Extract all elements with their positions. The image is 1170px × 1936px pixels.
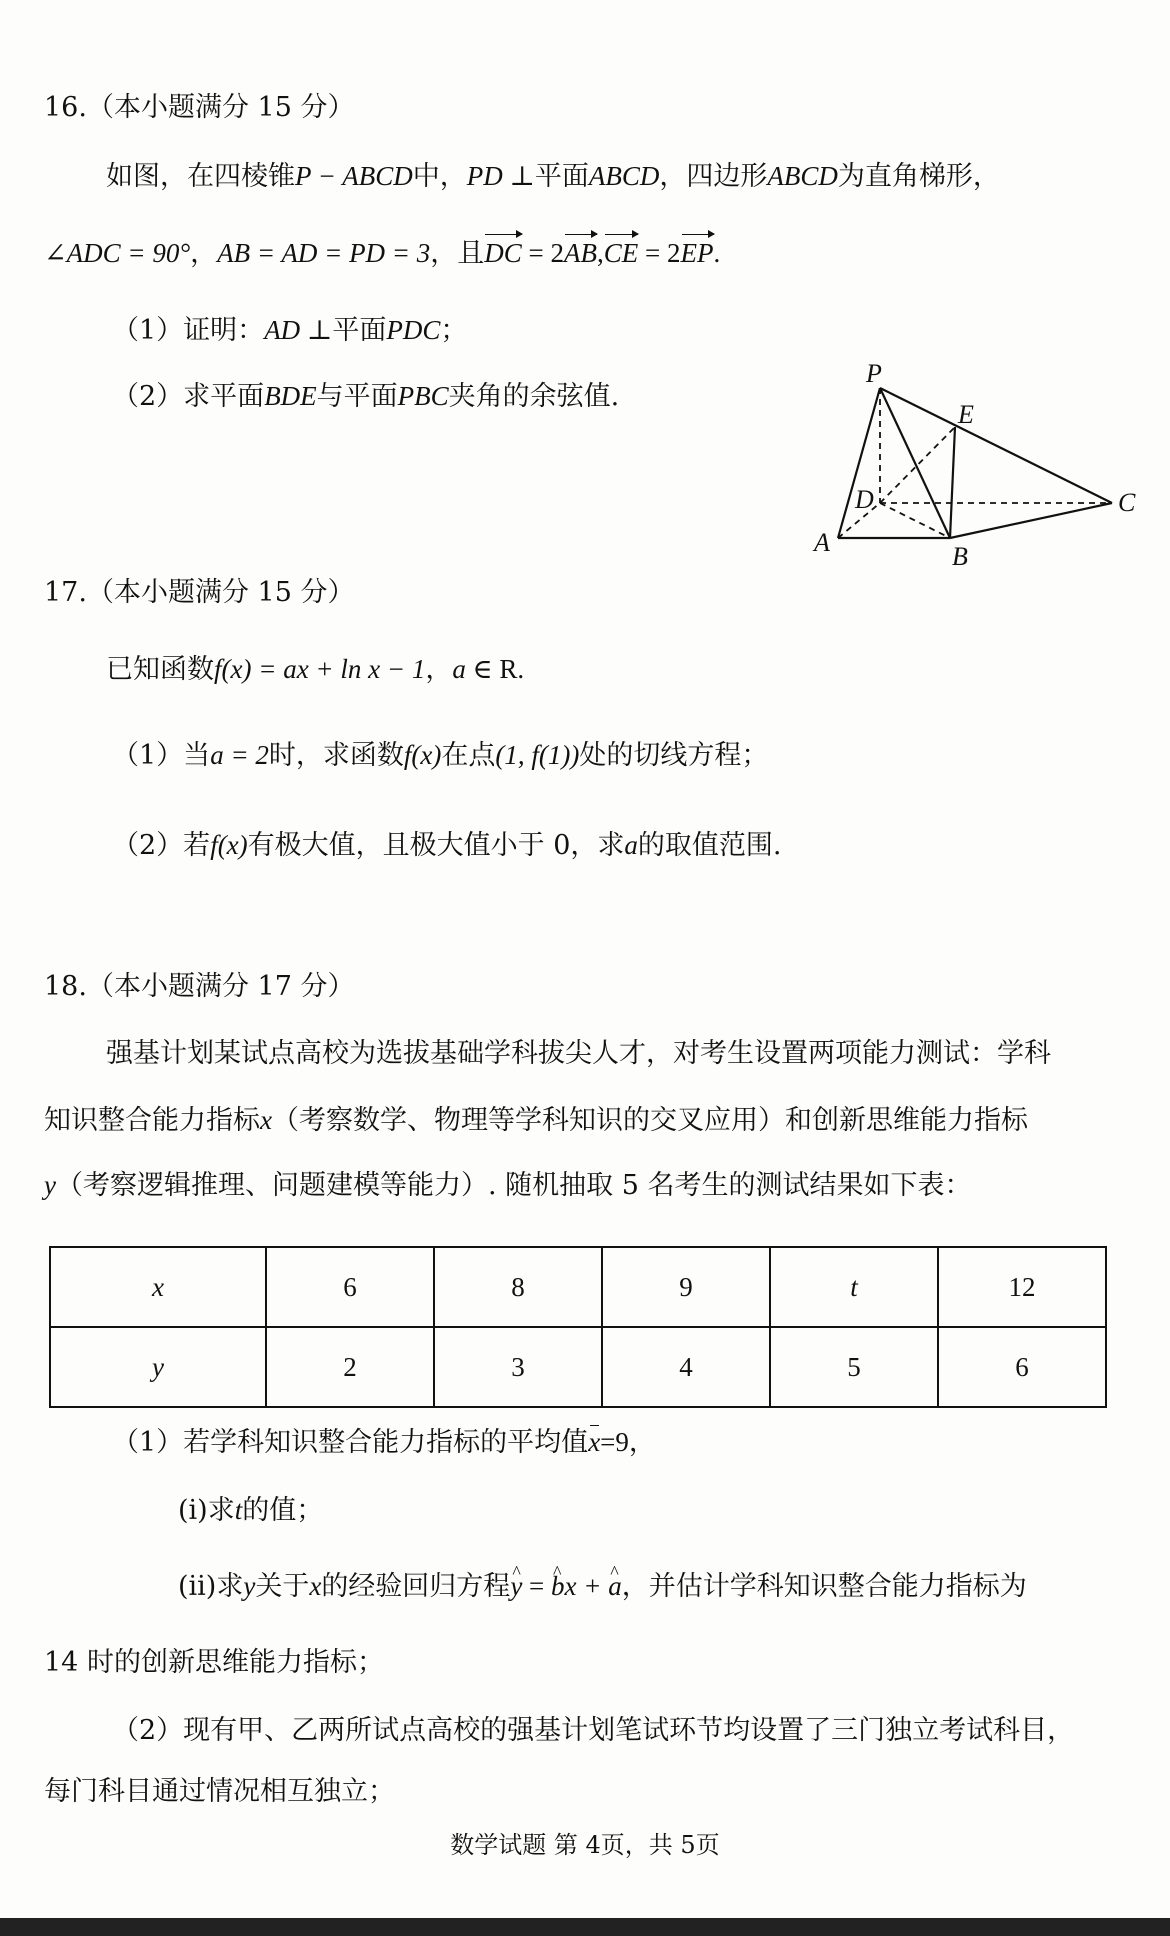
q17-part1: （1）当a = 2时，求函数f(x)在点(1, f(1))处的切线方程； xyxy=(112,740,769,771)
q17-header: 17.（本小题满分 15 分） xyxy=(44,577,355,608)
table-cell: 12 xyxy=(938,1247,1106,1327)
q18-line2: 知识整合能力指标x（考察数学、物理等学科知识的交叉应用）和创新思维能力指标 xyxy=(44,1105,1028,1136)
table-cell: 5 xyxy=(770,1327,938,1407)
page-footer: 数学试题 第 4页，共 5页 xyxy=(450,1831,720,1859)
label-a: A xyxy=(814,528,830,557)
table-cell: 4 xyxy=(602,1327,770,1407)
q17-intro: 已知函数f(x) = ax + ln x − 1，a ∈ R. xyxy=(106,654,525,685)
table-cell: 2 xyxy=(266,1327,434,1407)
vector-ce: CE xyxy=(603,238,639,268)
q16-conditions: ∠ADC = 90°，AB = AD = PD = 3，且DC = 2AB,CE = 2EP. xyxy=(44,238,721,269)
q16-part1: （1）证明：AD ⊥平面PDC； xyxy=(112,315,468,346)
q18-part2-line2: 每门科目通过情况相互独立； xyxy=(44,1776,395,1807)
table-cell: 6 xyxy=(938,1327,1106,1407)
q18-part2-line1: （2）现有甲、乙两所试点高校的强基计划笔试环节均设置了三门独立考试科目， xyxy=(112,1715,1075,1746)
table-row-x xyxy=(50,1247,1106,1327)
label-p: P xyxy=(866,359,882,388)
table-cell: 3 xyxy=(434,1327,602,1407)
vector-ab: AB xyxy=(564,238,598,268)
edge-bc xyxy=(950,503,1112,538)
table-row-y xyxy=(50,1327,1106,1407)
table-cell: t xyxy=(770,1247,938,1327)
q16-part2: （2）求平面BDE与平面PBC夹角的余弦值. xyxy=(112,381,620,412)
table-cell: 6 xyxy=(266,1247,434,1327)
edge-pa xyxy=(838,388,880,538)
label-c: C xyxy=(1118,488,1136,517)
edge-eb xyxy=(950,427,955,538)
vector-dc: DC xyxy=(484,238,522,268)
edge-de xyxy=(880,427,955,503)
q16-header: 16.（本小题满分 15 分） xyxy=(44,92,355,123)
table-cell: y xyxy=(50,1327,266,1407)
q18-line1: 强基计划某试点高校为选拔基础学科拔尖人才，对考生设置两项能力测试：学科 xyxy=(106,1038,1051,1069)
q18-part1-i: (i)求t的值； xyxy=(178,1495,324,1526)
q18-part1-ii-cont: 14 时的创新思维能力指标； xyxy=(44,1647,384,1678)
q18-part1: （1）若学科知识整合能力指标的平均值x=9， xyxy=(112,1427,656,1458)
x-bar: x xyxy=(588,1427,601,1457)
q18-line3: y（考察逻辑推理、问题建模等能力）. 随机抽取 5 名考生的测试结果如下表： xyxy=(44,1170,972,1201)
q18-part1-ii: (ii)求y关于x的经验回归方程^ y = ^ bx + ^ a，并估计学科知识整合能力指标为 xyxy=(178,1569,1027,1604)
edge-db xyxy=(880,503,950,538)
label-e: E xyxy=(958,400,974,429)
edge-pc xyxy=(880,388,1112,503)
bottom-edge-strip xyxy=(0,1918,1170,1936)
pyramid-figure xyxy=(800,355,1145,570)
edge-pb xyxy=(880,388,950,538)
q17-part2: （2）若f(x)有极大值，且极大值小于 0，求a的取值范围. xyxy=(112,830,782,861)
label-d: D xyxy=(855,485,874,514)
q18-header: 18.（本小题满分 17 分） xyxy=(44,971,355,1002)
q16-intro: 如图，在四棱锥P − ABCD中，PD ⊥平面ABCD，四边形ABCD为直角梯形， xyxy=(106,161,1000,192)
vector-ep: EP xyxy=(680,238,714,268)
table-cell: 9 xyxy=(602,1247,770,1327)
table-cell: 8 xyxy=(434,1247,602,1327)
data-table xyxy=(49,1246,1107,1408)
label-b: B xyxy=(952,542,968,570)
table-cell: x xyxy=(50,1247,266,1327)
